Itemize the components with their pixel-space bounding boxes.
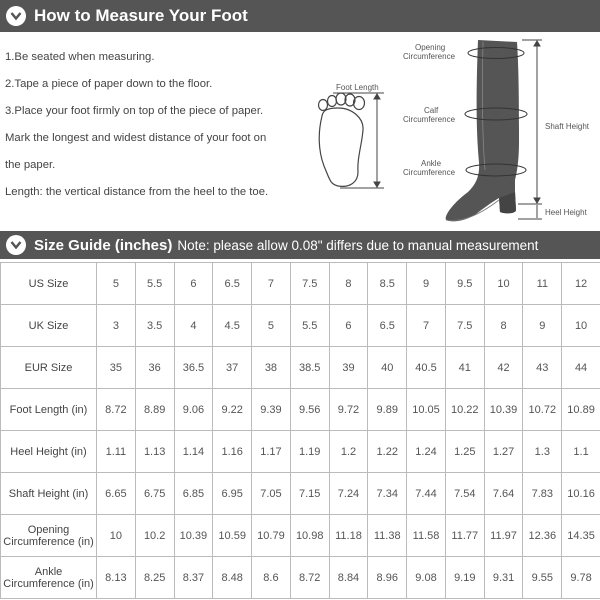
- table-cell: 10.2: [135, 515, 174, 557]
- row-header-line: Foot Length (in): [9, 403, 88, 416]
- table-cell: 40.5: [407, 347, 446, 389]
- table-cell: 8.13: [97, 557, 136, 599]
- table-cell: 3: [97, 305, 136, 347]
- table-cell: 9.22: [213, 389, 252, 431]
- table-cell: 9.89: [368, 389, 407, 431]
- size-table-body: [1, 263, 600, 599]
- table-cell: 10.72: [523, 389, 562, 431]
- table-cell: 7.24: [329, 473, 368, 515]
- measure-title: How to Measure Your Foot: [34, 6, 248, 25]
- foot-outline-icon: [319, 93, 365, 186]
- table-cell: 1.1: [562, 431, 600, 473]
- table-cell: 1.17: [252, 431, 291, 473]
- ankle-label-2: Circumference: [403, 168, 456, 177]
- row-header: [1, 473, 97, 515]
- table-row: [1, 263, 600, 305]
- table-cell: 5.5: [290, 305, 329, 347]
- table-row: [1, 473, 600, 515]
- table-cell: 35: [97, 347, 136, 389]
- table-cell: 10.98: [290, 515, 329, 557]
- table-cell: 6.5: [368, 305, 407, 347]
- table-cell: 7.34: [368, 473, 407, 515]
- table-cell: 1.3: [523, 431, 562, 473]
- table-cell: 7.15: [290, 473, 329, 515]
- table-cell: 11.38: [368, 515, 407, 557]
- table-cell: 6: [174, 263, 213, 305]
- table-cell: 7.83: [523, 473, 562, 515]
- table-cell: 9.39: [252, 389, 291, 431]
- table-cell: 9.08: [407, 557, 446, 599]
- table-cell: 6.95: [213, 473, 252, 515]
- table-cell: 9: [523, 305, 562, 347]
- table-cell: 9.31: [484, 557, 523, 599]
- calf-label-2: Circumference: [403, 115, 456, 124]
- table-cell: 7.05: [252, 473, 291, 515]
- table-cell: 39: [329, 347, 368, 389]
- table-cell: 10.22: [445, 389, 484, 431]
- table-cell: 9.78: [562, 557, 600, 599]
- table-cell: 41: [445, 347, 484, 389]
- table-cell: 11: [523, 263, 562, 305]
- table-cell: 1.27: [484, 431, 523, 473]
- table-cell: 8.37: [174, 557, 213, 599]
- opening-label-1: Opening: [415, 43, 446, 52]
- table-cell: 8.96: [368, 557, 407, 599]
- size-table: [0, 262, 600, 599]
- foot-length-label: Foot Length: [336, 83, 379, 92]
- boot-icon: [446, 40, 519, 221]
- table-cell: 42: [484, 347, 523, 389]
- table-cell: 12.36: [523, 515, 562, 557]
- calf-label-1: Calf: [424, 106, 439, 115]
- table-cell: 11.97: [484, 515, 523, 557]
- size-guide-header: [0, 231, 600, 259]
- table-cell: 9.5: [445, 263, 484, 305]
- chevron-down-icon: [6, 235, 26, 255]
- table-cell: 7.54: [445, 473, 484, 515]
- table-cell: 8.72: [97, 389, 136, 431]
- row-header-line: US Size: [28, 277, 69, 290]
- table-cell: 36: [135, 347, 174, 389]
- table-cell: 12: [562, 263, 600, 305]
- instruction-line: 3.Place your foot firmly on top of the piece of paper.: [5, 105, 264, 117]
- table-cell: 10: [97, 515, 136, 557]
- table-cell: 10.79: [252, 515, 291, 557]
- table-cell: 8.5: [368, 263, 407, 305]
- table-cell: 43: [523, 347, 562, 389]
- instruction-line: 1.Be seated when measuring.: [5, 51, 155, 63]
- table-cell: 8.89: [135, 389, 174, 431]
- table-cell: 9.06: [174, 389, 213, 431]
- row-header: [1, 431, 97, 473]
- table-cell: 1.13: [135, 431, 174, 473]
- table-cell: 9.55: [523, 557, 562, 599]
- table-cell: 37: [213, 347, 252, 389]
- table-cell: 1.25: [445, 431, 484, 473]
- table-cell: 7: [407, 305, 446, 347]
- row-header-line: Heel Height (in): [10, 445, 87, 458]
- table-cell: 6.85: [174, 473, 213, 515]
- row-header: [1, 263, 97, 305]
- row-header: [1, 305, 97, 347]
- table-cell: 11.77: [445, 515, 484, 557]
- table-cell: 10.89: [562, 389, 600, 431]
- table-cell: 11.58: [407, 515, 446, 557]
- shaft-height-marker: [518, 40, 542, 219]
- table-row: [1, 557, 600, 599]
- table-cell: 8.72: [290, 557, 329, 599]
- table-cell: 7.44: [407, 473, 446, 515]
- table-cell: 6.65: [97, 473, 136, 515]
- heel-height-label: Heel Height: [545, 208, 587, 217]
- table-cell: 6.5: [213, 263, 252, 305]
- table-cell: 10: [562, 305, 600, 347]
- table-cell: 10: [484, 263, 523, 305]
- row-header-line: UK Size: [28, 319, 69, 332]
- table-cell: 10.05: [407, 389, 446, 431]
- table-cell: 8: [484, 305, 523, 347]
- row-header-line: Shaft Height (in): [8, 487, 89, 500]
- table-cell: 1.22: [368, 431, 407, 473]
- row-header-line: Opening: [27, 523, 70, 536]
- row-header-line: Circumference (in): [3, 577, 94, 590]
- table-cell: 14.35: [562, 515, 600, 557]
- table-cell: 11.18: [329, 515, 368, 557]
- table-cell: 8: [329, 263, 368, 305]
- table-cell: 4.5: [213, 305, 252, 347]
- table-cell: 40: [368, 347, 407, 389]
- instruction-line: 2.Tape a piece of paper down to the floor.: [5, 78, 213, 90]
- instruction-line: the paper.: [5, 159, 56, 171]
- table-cell: 5: [97, 263, 136, 305]
- table-cell: 1.24: [407, 431, 446, 473]
- size-guide-note: Note: please allow 0.08" differs due to manual measurement: [177, 237, 539, 253]
- table-cell: 38.5: [290, 347, 329, 389]
- row-header-line: EUR Size: [24, 361, 73, 374]
- table-cell: 36.5: [174, 347, 213, 389]
- table-cell: 44: [562, 347, 600, 389]
- table-cell: 7.64: [484, 473, 523, 515]
- table-cell: 1.11: [97, 431, 136, 473]
- instruction-line: Mark the longest and widest distance of your foot on: [5, 132, 267, 144]
- table-cell: 8.25: [135, 557, 174, 599]
- instruction-line: Length: the vertical distance from the heel to the toe.: [5, 186, 269, 198]
- table-cell: 10.16: [562, 473, 600, 515]
- table-row: [1, 431, 600, 473]
- table-cell: 7.5: [445, 305, 484, 347]
- table-cell: 1.2: [329, 431, 368, 473]
- table-cell: 6: [329, 305, 368, 347]
- ankle-label-1: Ankle: [421, 159, 442, 168]
- table-cell: 4: [174, 305, 213, 347]
- row-header: [1, 515, 97, 557]
- table-row: [1, 515, 600, 557]
- table-cell: 5.5: [135, 263, 174, 305]
- chevron-down-icon: [6, 6, 26, 26]
- table-cell: 1.19: [290, 431, 329, 473]
- row-header: [1, 557, 97, 599]
- table-cell: 3.5: [135, 305, 174, 347]
- table-row: [1, 347, 600, 389]
- table-cell: 1.14: [174, 431, 213, 473]
- table-cell: 10.59: [213, 515, 252, 557]
- table-cell: 8.6: [252, 557, 291, 599]
- measure-header: [0, 0, 600, 32]
- table-cell: 8.84: [329, 557, 368, 599]
- table-cell: 8.48: [213, 557, 252, 599]
- table-cell: 9.72: [329, 389, 368, 431]
- shaft-height-label: Shaft Height: [545, 122, 590, 131]
- table-cell: 9.56: [290, 389, 329, 431]
- table-cell: 9.19: [445, 557, 484, 599]
- row-header-line: Ankle: [34, 565, 63, 578]
- table-cell: 10.39: [484, 389, 523, 431]
- table-row: [1, 305, 600, 347]
- opening-label-2: Circumference: [403, 52, 456, 61]
- table-cell: 38: [252, 347, 291, 389]
- size-guide-title: Size Guide (inches): [34, 236, 173, 254]
- table-cell: 7: [252, 263, 291, 305]
- table-cell: 9: [407, 263, 446, 305]
- measurement-diagram: [0, 32, 600, 231]
- table-cell: 6.75: [135, 473, 174, 515]
- table-row: [1, 389, 600, 431]
- row-header: [1, 389, 97, 431]
- table-cell: 7.5: [290, 263, 329, 305]
- row-header-line: Circumference (in): [3, 535, 94, 548]
- table-cell: 1.16: [213, 431, 252, 473]
- row-header: [1, 347, 97, 389]
- table-cell: 5: [252, 305, 291, 347]
- table-cell: 10.39: [174, 515, 213, 557]
